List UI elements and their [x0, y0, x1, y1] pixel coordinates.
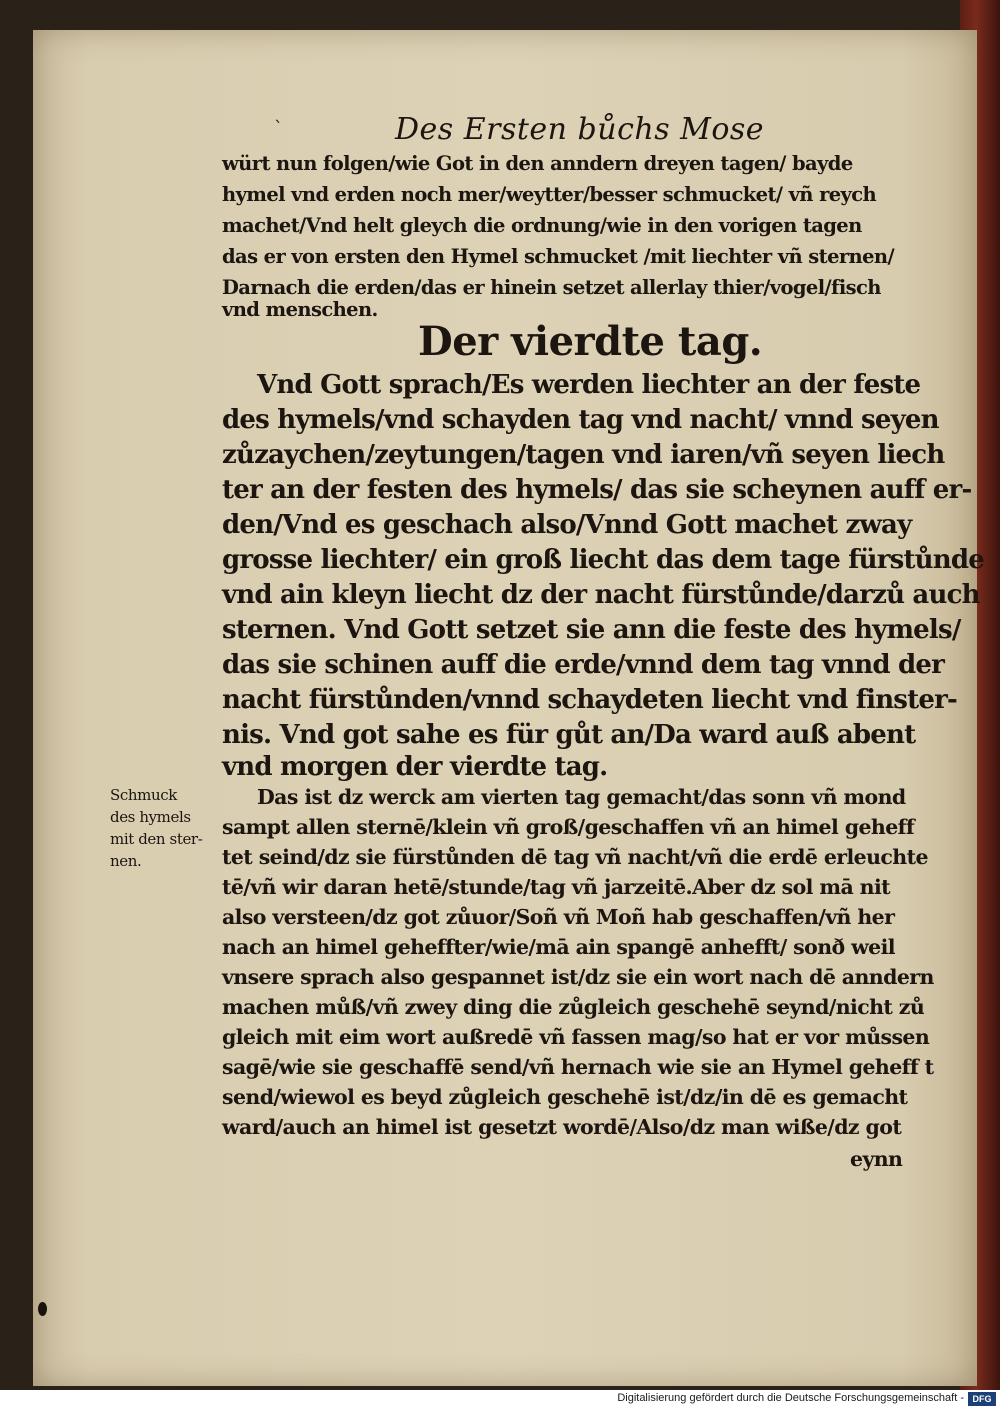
- text-line: sternen. Vnd Gott setzet sie ann die feste des hymels/: [222, 615, 961, 645]
- margin-note-line: mit den ster-: [110, 830, 203, 848]
- text-line: sagē/wie sie geschaffē send/vñ hernach wie sie an Hymel geheff t: [222, 1055, 934, 1079]
- text-line: hymel vnd erden noch mer/weytter/besser schmucket/ vñ reych: [222, 183, 877, 206]
- margin-note-line: des hymels: [110, 808, 191, 826]
- footer-credit: Digitalisierung gefördert durch die Deutsche Forschungsgemeinschaft -: [617, 1392, 964, 1404]
- text-line: nacht fürstůnden/vnnd schaydeten liecht vnd finster-: [222, 685, 957, 715]
- text-line: Vnd Gott sprach/Es werden liechter an der feste: [257, 370, 921, 400]
- text-line: grosse liechter/ ein groß liecht das dem tage fürstůnde: [222, 545, 985, 575]
- running-head: Des Ersten bůchs Mose: [395, 112, 765, 147]
- text-line: vnd ain kleyn liecht dz der nacht fürstůnde/darzů auch: [222, 580, 980, 610]
- text-line: des hymels/vnd schayden tag vnd nacht/ vnnd seyen: [222, 405, 939, 435]
- paper-hole-mark: [38, 1302, 47, 1316]
- text-line: sampt allen sternē/klein vñ groß/geschaffen vñ an himel geheff: [222, 815, 915, 839]
- text-line: ter an der festen des hymels/ das sie scheynen auff er-: [222, 475, 972, 505]
- margin-note-line: Schmuck: [110, 786, 177, 804]
- margin-note-line: nen.: [110, 852, 142, 870]
- text-line: das er von ersten den Hymel schmucket /mit liechter vñ sternen/: [222, 245, 895, 268]
- text-line: nach an himel geheffter/wie/mā ain spangē anhefft/ sonð weil: [222, 935, 895, 959]
- text-line: machen můß/vñ zwey ding die zůgleich geschehē seynd/nicht zů: [222, 995, 925, 1019]
- text-line: tē/vñ wir daran hetē/stunde/tag vñ jarzeitē.Aber dz sol mā nit: [222, 875, 891, 899]
- text-line: zůzaychen/zeytungen/tagen vnd iaren/vñ seyen liech: [222, 440, 945, 470]
- dfg-logo: DFG: [968, 1392, 996, 1406]
- text-line: vnd morgen der vierdte tag.: [222, 752, 608, 782]
- text-line: tet seind/dz sie fürstůnden dē tag vñ nacht/vñ die erdē erleuchte: [222, 845, 928, 869]
- text-line: vnd menschen.: [222, 298, 378, 321]
- text-line: send/wiewol es beyd zůgleich geschehē ist/dz/in dē es gemacht: [222, 1085, 908, 1109]
- text-line: nis. Vnd got sahe es für gůt an/Da ward auß abent: [222, 720, 916, 750]
- text-line: also versteen/dz got zůuor/Soñ vñ Moñ hab geschaffen/vñ her: [222, 905, 895, 929]
- text-line: würt nun folgen/wie Got in den anndern dreyen tagen/ bayde: [222, 152, 853, 175]
- text-line: Das ist dz werck am vierten tag gemacht/das sonn vñ mond: [257, 785, 906, 809]
- text-line: den/Vnd es geschach also/Vnnd Gott machet zway: [222, 510, 912, 540]
- text-line: ward/auch an himel ist gesetzt wordē/Also/dz man wiße/dz got: [222, 1115, 902, 1139]
- text-line: das sie schinen auff die erde/vnnd dem tag vnnd der: [222, 650, 945, 680]
- text-line: vnsere sprach also gespannet ist/dz sie ein wort nach dē anndern: [222, 965, 934, 989]
- text-line: gleich mit eim wort außredē vñ fassen mag/so hat er vor můssen: [222, 1025, 930, 1049]
- text-line: machet/Vnd helt gleych die ordnung/wie in den vorigen tagen: [222, 214, 862, 237]
- text-line: Darnach die erden/das er hinein setzet allerlay thier/vogel/fisch: [222, 276, 881, 299]
- section-heading: Der vierdte tag.: [418, 318, 763, 365]
- catchword: eynn: [850, 1147, 903, 1171]
